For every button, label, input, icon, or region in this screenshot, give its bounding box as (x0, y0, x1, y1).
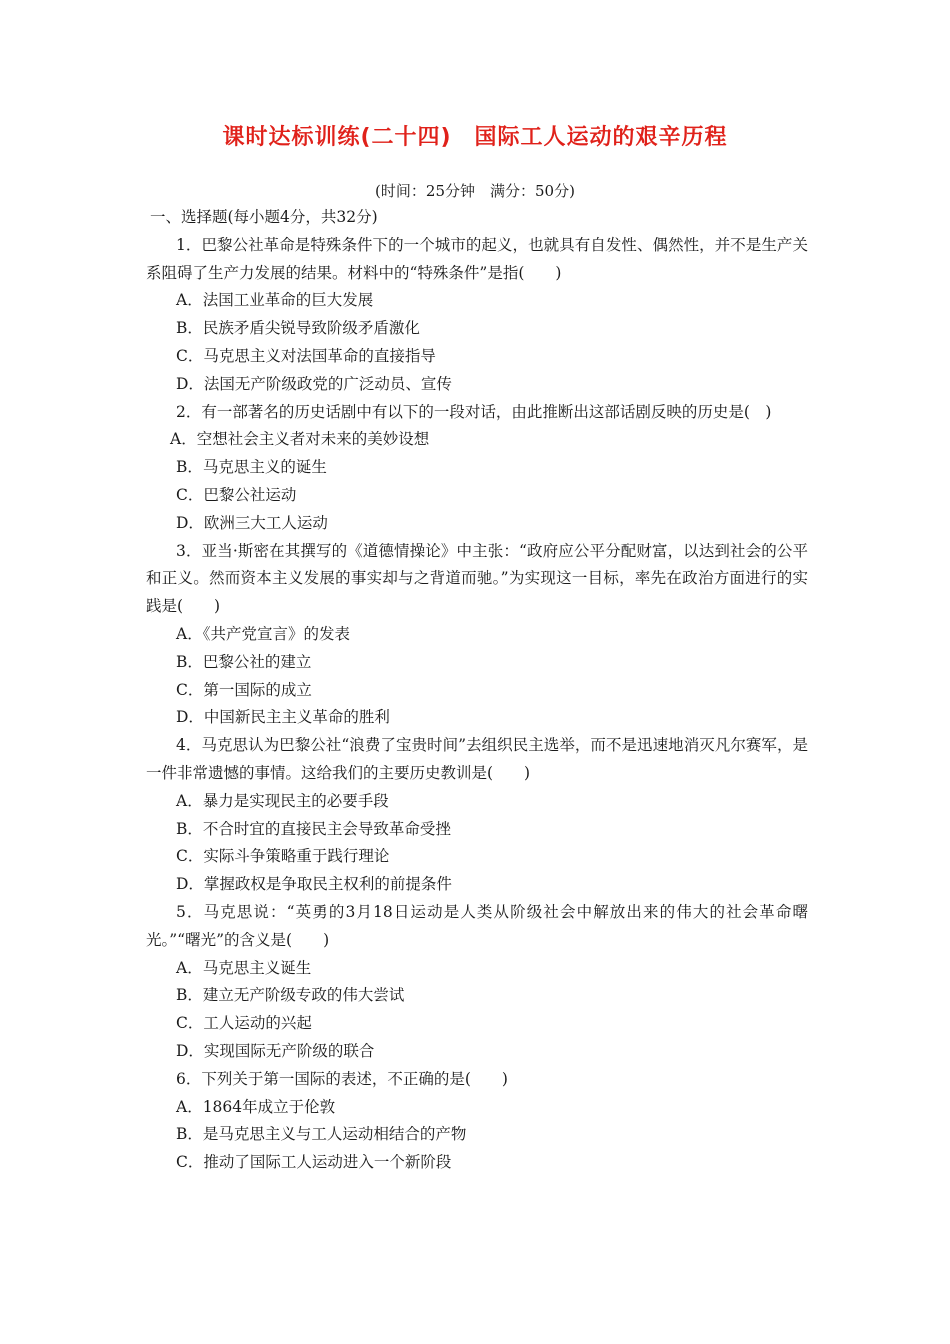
option-4b: B．不合时宜的直接民主会导致革命受挫 (176, 819, 451, 838)
option-5b: B．建立无产阶级专政的伟大尝试 (176, 986, 405, 1005)
question-stem-5: 5．马克思说：“英勇的3月18日运动是人类从阶级社会中解放出来的伟大的社会革命曙光。”“曙光”的含义是( ) (146, 902, 808, 949)
page-title: 课时达标训练(二十四) 国际工人运动的艰辛历程 (222, 125, 728, 150)
option-6c: C．推动了国际工人运动进入一个新阶段 (176, 1153, 452, 1172)
option-3a: A．《共产党宣言》的发表 (176, 624, 350, 643)
question-stem-4: 4．马克思认为巴黎公社“浪费了宝贵时间”去组织民主选举，而不是迅速地消灭凡尔赛军，是一件非常遗憾的事情。这给我们的主要历史教训是( ) (146, 736, 808, 782)
option-6b: B．是马克思主义与工人运动相结合的产物 (176, 1125, 467, 1144)
option-2a: A．空想社会主义者对未来的美妙设想 (170, 430, 430, 449)
option-3b: B．巴黎公社的建立 (176, 652, 312, 671)
option-2c: C．巴黎公社运动 (176, 485, 297, 504)
option-1b: B．民族矛盾尖锐导致阶级矛盾激化 (176, 319, 420, 338)
option-4d: D．掌握政权是争取民主权利的前提条件 (176, 875, 452, 894)
question-stem-2: 2．有一部著名的历史话剧中有以下的一段对话，由此推断出这部话剧反映的历史是( ) (176, 402, 772, 421)
option-3d: D．中国新民主主义革命的胜利 (176, 708, 390, 727)
option-2d: D．欧洲三大工人运动 (176, 513, 328, 532)
question-stem-6: 6．下列关于第一国际的表述，不正确的是( ) (176, 1069, 508, 1088)
time-info: (时间：25分钟 满分：50分) (375, 182, 575, 200)
section-heading: 一、选择题(每小题4分，共32分) (150, 208, 378, 226)
option-5d: D．实现国际无产阶级的联合 (176, 1041, 375, 1060)
option-6a: A．1864年成立于伦敦 (176, 1097, 336, 1116)
question-stem-3: 3．亚当·斯密在其撰写的《道德情操论》中主张：“政府应公平分配财富，以达到社会的公平和正义。然而资本主义发展的事实却与之背道而驰。”为实现这一目标，率先在政治方面进行的实践是( ) (146, 541, 808, 616)
option-2b: B．马克思主义的诞生 (176, 458, 327, 477)
option-5a: A．马克思主义诞生 (176, 958, 312, 977)
option-3c: C．第一国际的成立 (176, 680, 312, 699)
option-4c: C．实际斗争策略重于践行理论 (176, 847, 390, 866)
option-1d: D．法国无产阶级政党的广泛动员、宣传 (176, 374, 452, 393)
option-5c: C．工人运动的兴起 (176, 1014, 312, 1033)
question-stem-1: 1．巴黎公社革命是特殊条件下的一个城市的起义，也就具有自发性、偶然性，并不是生产关系阻碍了生产力发展的结果。材料中的“特殊条件”是指( ) (146, 235, 808, 282)
option-1c: C．马克思主义对法国革命的直接指导 (176, 346, 436, 365)
option-1a: A．法国工业革命的巨大发展 (176, 291, 374, 310)
question-list (146, 204, 808, 1177)
option-4a: A．暴力是实现民主的必要手段 (176, 791, 389, 810)
